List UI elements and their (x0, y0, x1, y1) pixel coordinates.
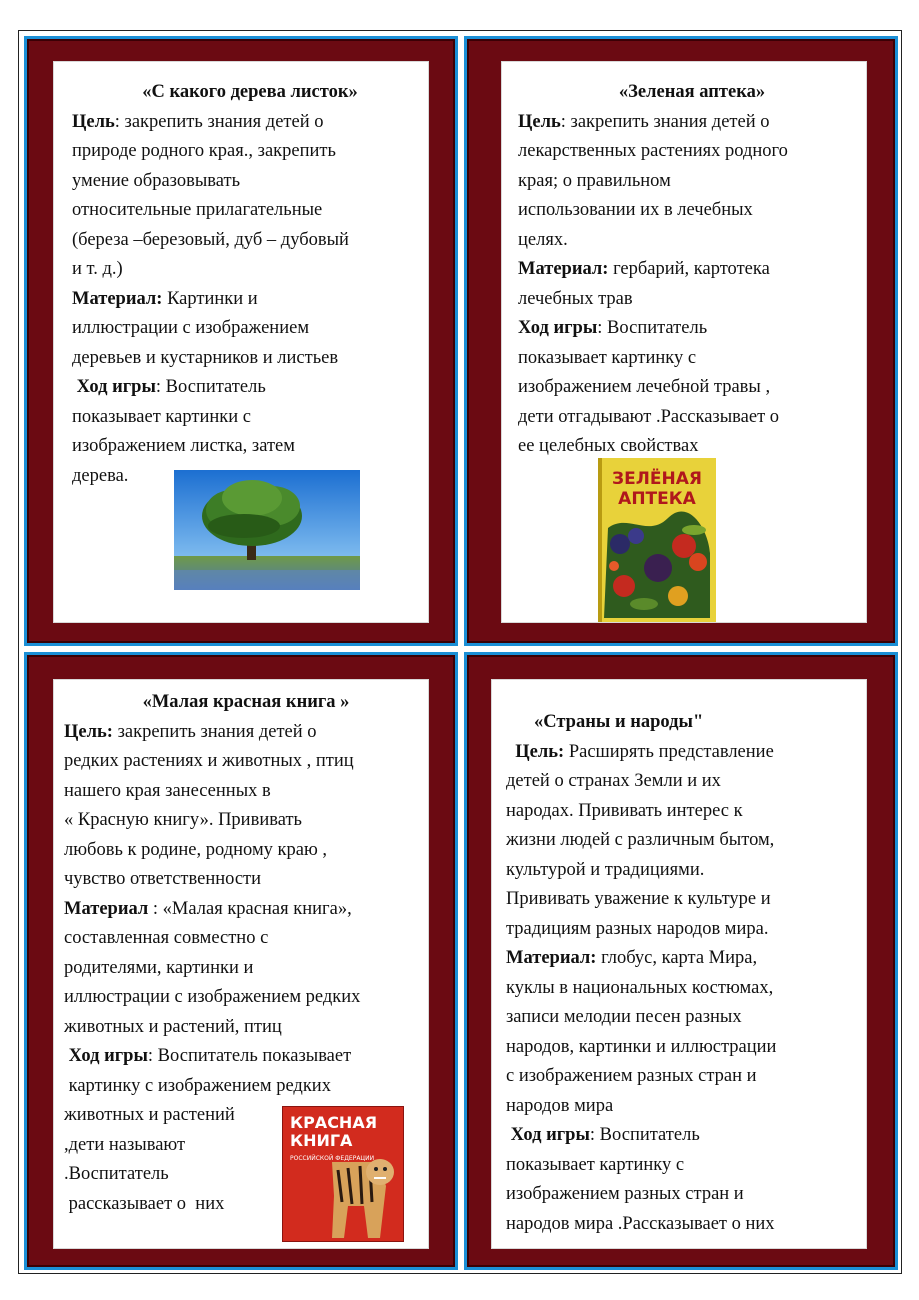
text-line: Материал: глобус, карта Мира, (506, 948, 758, 968)
svg-text:АПТЕКА: АПТЕКА (618, 489, 696, 509)
card-title: «Страны и народы" (534, 712, 704, 732)
red-book-image (282, 1106, 404, 1242)
text-line: составленная совместно с (64, 928, 269, 948)
text-line: Цель: закрепить знания детей о (72, 111, 324, 132)
text-line: чувство ответственности (64, 869, 262, 889)
text-line: лекарственных растениях родного (518, 141, 788, 161)
text-line: нашего края занесенных в (64, 780, 271, 801)
text-line: .Воспитатель (64, 1164, 169, 1184)
tree-image (174, 470, 360, 590)
text-line: редких растениях и животных , птиц (64, 751, 354, 771)
text-line: детей о странах Земли и их (506, 771, 721, 791)
text-line: животных и растений (64, 1105, 235, 1125)
text-line: природе родного края., закрепить (72, 141, 336, 161)
card-content (53, 61, 429, 623)
text-line: Ход игры: Воспитатель (518, 318, 708, 338)
text-line: Материал : «Малая красная книга», (64, 898, 352, 919)
game-card-leaf-tree (24, 36, 458, 646)
text-line: Материал: гербарий, картотека (518, 259, 770, 279)
text-line: показывает картинку с (506, 1154, 685, 1175)
text-line: народов мира .Рассказывает о них (506, 1213, 775, 1234)
text-line: народах. Прививать интерес к (506, 800, 743, 821)
card-title: «Малая красная книга » (142, 692, 350, 712)
card-content (501, 61, 867, 623)
text-line: с изображением разных стран и (506, 1066, 757, 1086)
text-line: использовании их в лечебных (518, 200, 753, 220)
text-line: Ход игры: Воспитатель показывает (64, 1046, 352, 1066)
text-line: иллюстрации с изображением (72, 318, 310, 338)
text-line: Ход игры: Воспитатель (506, 1125, 700, 1145)
text-line: народов мира (506, 1095, 614, 1116)
text-line: родителями, картинки и (64, 957, 254, 978)
text-line: лечебных трав (518, 288, 633, 309)
text-line: Цель: закрепить знания детей о (518, 111, 770, 132)
text-line: дети отгадывают .Рассказывает о (518, 406, 780, 427)
text-line: (береза –березовый, дуб – дубовый (72, 229, 349, 250)
text-line: ее целебных свойствах (518, 436, 699, 456)
svg-text:ЗЕЛЁНАЯ: ЗЕЛЁНАЯ (612, 469, 702, 489)
text-line: ,дети называют (64, 1134, 186, 1155)
text-line: показывает картинки с (72, 406, 251, 427)
green-pharmacy-book-image (598, 458, 716, 622)
text-line: любовь к родине, родному краю , (64, 839, 328, 860)
text-line: иллюстрации с изображением редких (64, 987, 361, 1007)
text-line: изображением разных стран и (506, 1184, 744, 1204)
text-line: Цель: Расширять представление (506, 741, 774, 762)
text-line: Цель: закрепить знания детей о (64, 721, 317, 742)
game-card-green-pharmacy (464, 36, 898, 646)
text-line: относительные прилагательные (72, 200, 323, 220)
svg-text:КРАСНАЯ: КРАСНАЯ (290, 1113, 378, 1132)
text-line: картинку с изображением редких (64, 1075, 331, 1096)
text-line: изображением листка, затем (72, 436, 295, 456)
game-card-countries-peoples (464, 652, 898, 1270)
text-line: показывает картинку с (518, 347, 697, 368)
text-line: деревьев и кустарников и листьев (72, 347, 339, 368)
text-line: и т. д.) (72, 259, 123, 279)
card-content (53, 679, 429, 1249)
card-content (491, 679, 867, 1249)
text-line: « Красную книгу». Прививать (64, 810, 302, 830)
text-line: рассказывает о них (64, 1193, 225, 1214)
text-line: животных и растений, птиц (64, 1016, 282, 1037)
text-line: умение образовывать (72, 170, 241, 191)
text-line: записи мелодии песен разных (506, 1007, 742, 1027)
text-line: Прививать уважение к культуре и (506, 889, 771, 909)
game-card-red-book (24, 652, 458, 1270)
text-line: народов, картинки и иллюстрации (506, 1036, 777, 1057)
text-line: куклы в национальных костюмах, (506, 977, 774, 998)
text-line: Ход игры: Воспитатель (72, 377, 266, 397)
svg-text:КНИГА: КНИГА (290, 1131, 353, 1150)
text-line: изображением лечебной травы , (518, 377, 771, 397)
text-line: Материал: Картинки и (72, 288, 258, 309)
svg-text:РОССИЙСКОЙ ФЕДЕРАЦИИ: РОССИЙСКОЙ ФЕДЕРАЦИИ (290, 1155, 375, 1162)
card-title: «С какого дерева листок» (142, 82, 358, 102)
text-line: традициям разных народов мира. (506, 918, 769, 939)
text-line: дерева. (72, 465, 129, 486)
text-line: края; о правильном (518, 170, 671, 191)
text-line: культурой и традициями. (506, 859, 705, 880)
text-line: жизни людей с различным бытом, (506, 830, 775, 850)
text-line: целях. (518, 229, 568, 250)
card-title: «Зеленая аптека» (618, 82, 766, 102)
